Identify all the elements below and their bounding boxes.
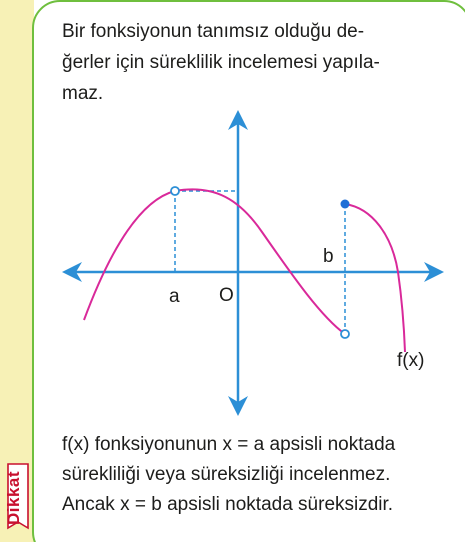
note-paragraph xyxy=(62,430,458,520)
closed-point-b xyxy=(341,200,350,209)
intro-line-3: maz. xyxy=(62,83,104,104)
note-line-1: f(x) fonksiyonunun x = a apsisli noktada xyxy=(62,434,396,455)
curve-left-branch xyxy=(84,189,345,334)
open-point-b xyxy=(341,330,349,338)
dikkat-label: Dikkat xyxy=(4,470,23,526)
note-line-3: Ancak x = b apsisli noktada süreksizdir. xyxy=(62,494,394,515)
curve-right-branch xyxy=(345,204,405,352)
label-a: a xyxy=(169,286,180,307)
label-origin: O xyxy=(219,285,234,306)
intro-line-1: Bir fonksiyonun tanımsız olduğu de- xyxy=(62,21,365,42)
intro-line-2: ğerler için süreklilik incelemesi yapıla- xyxy=(62,52,380,73)
note-line-2: sürekliliği veya süreksizliği incelenmez. xyxy=(62,464,391,485)
label-b: b xyxy=(323,246,334,267)
label-fx: f(x) xyxy=(397,350,425,371)
open-point-a xyxy=(171,187,179,195)
